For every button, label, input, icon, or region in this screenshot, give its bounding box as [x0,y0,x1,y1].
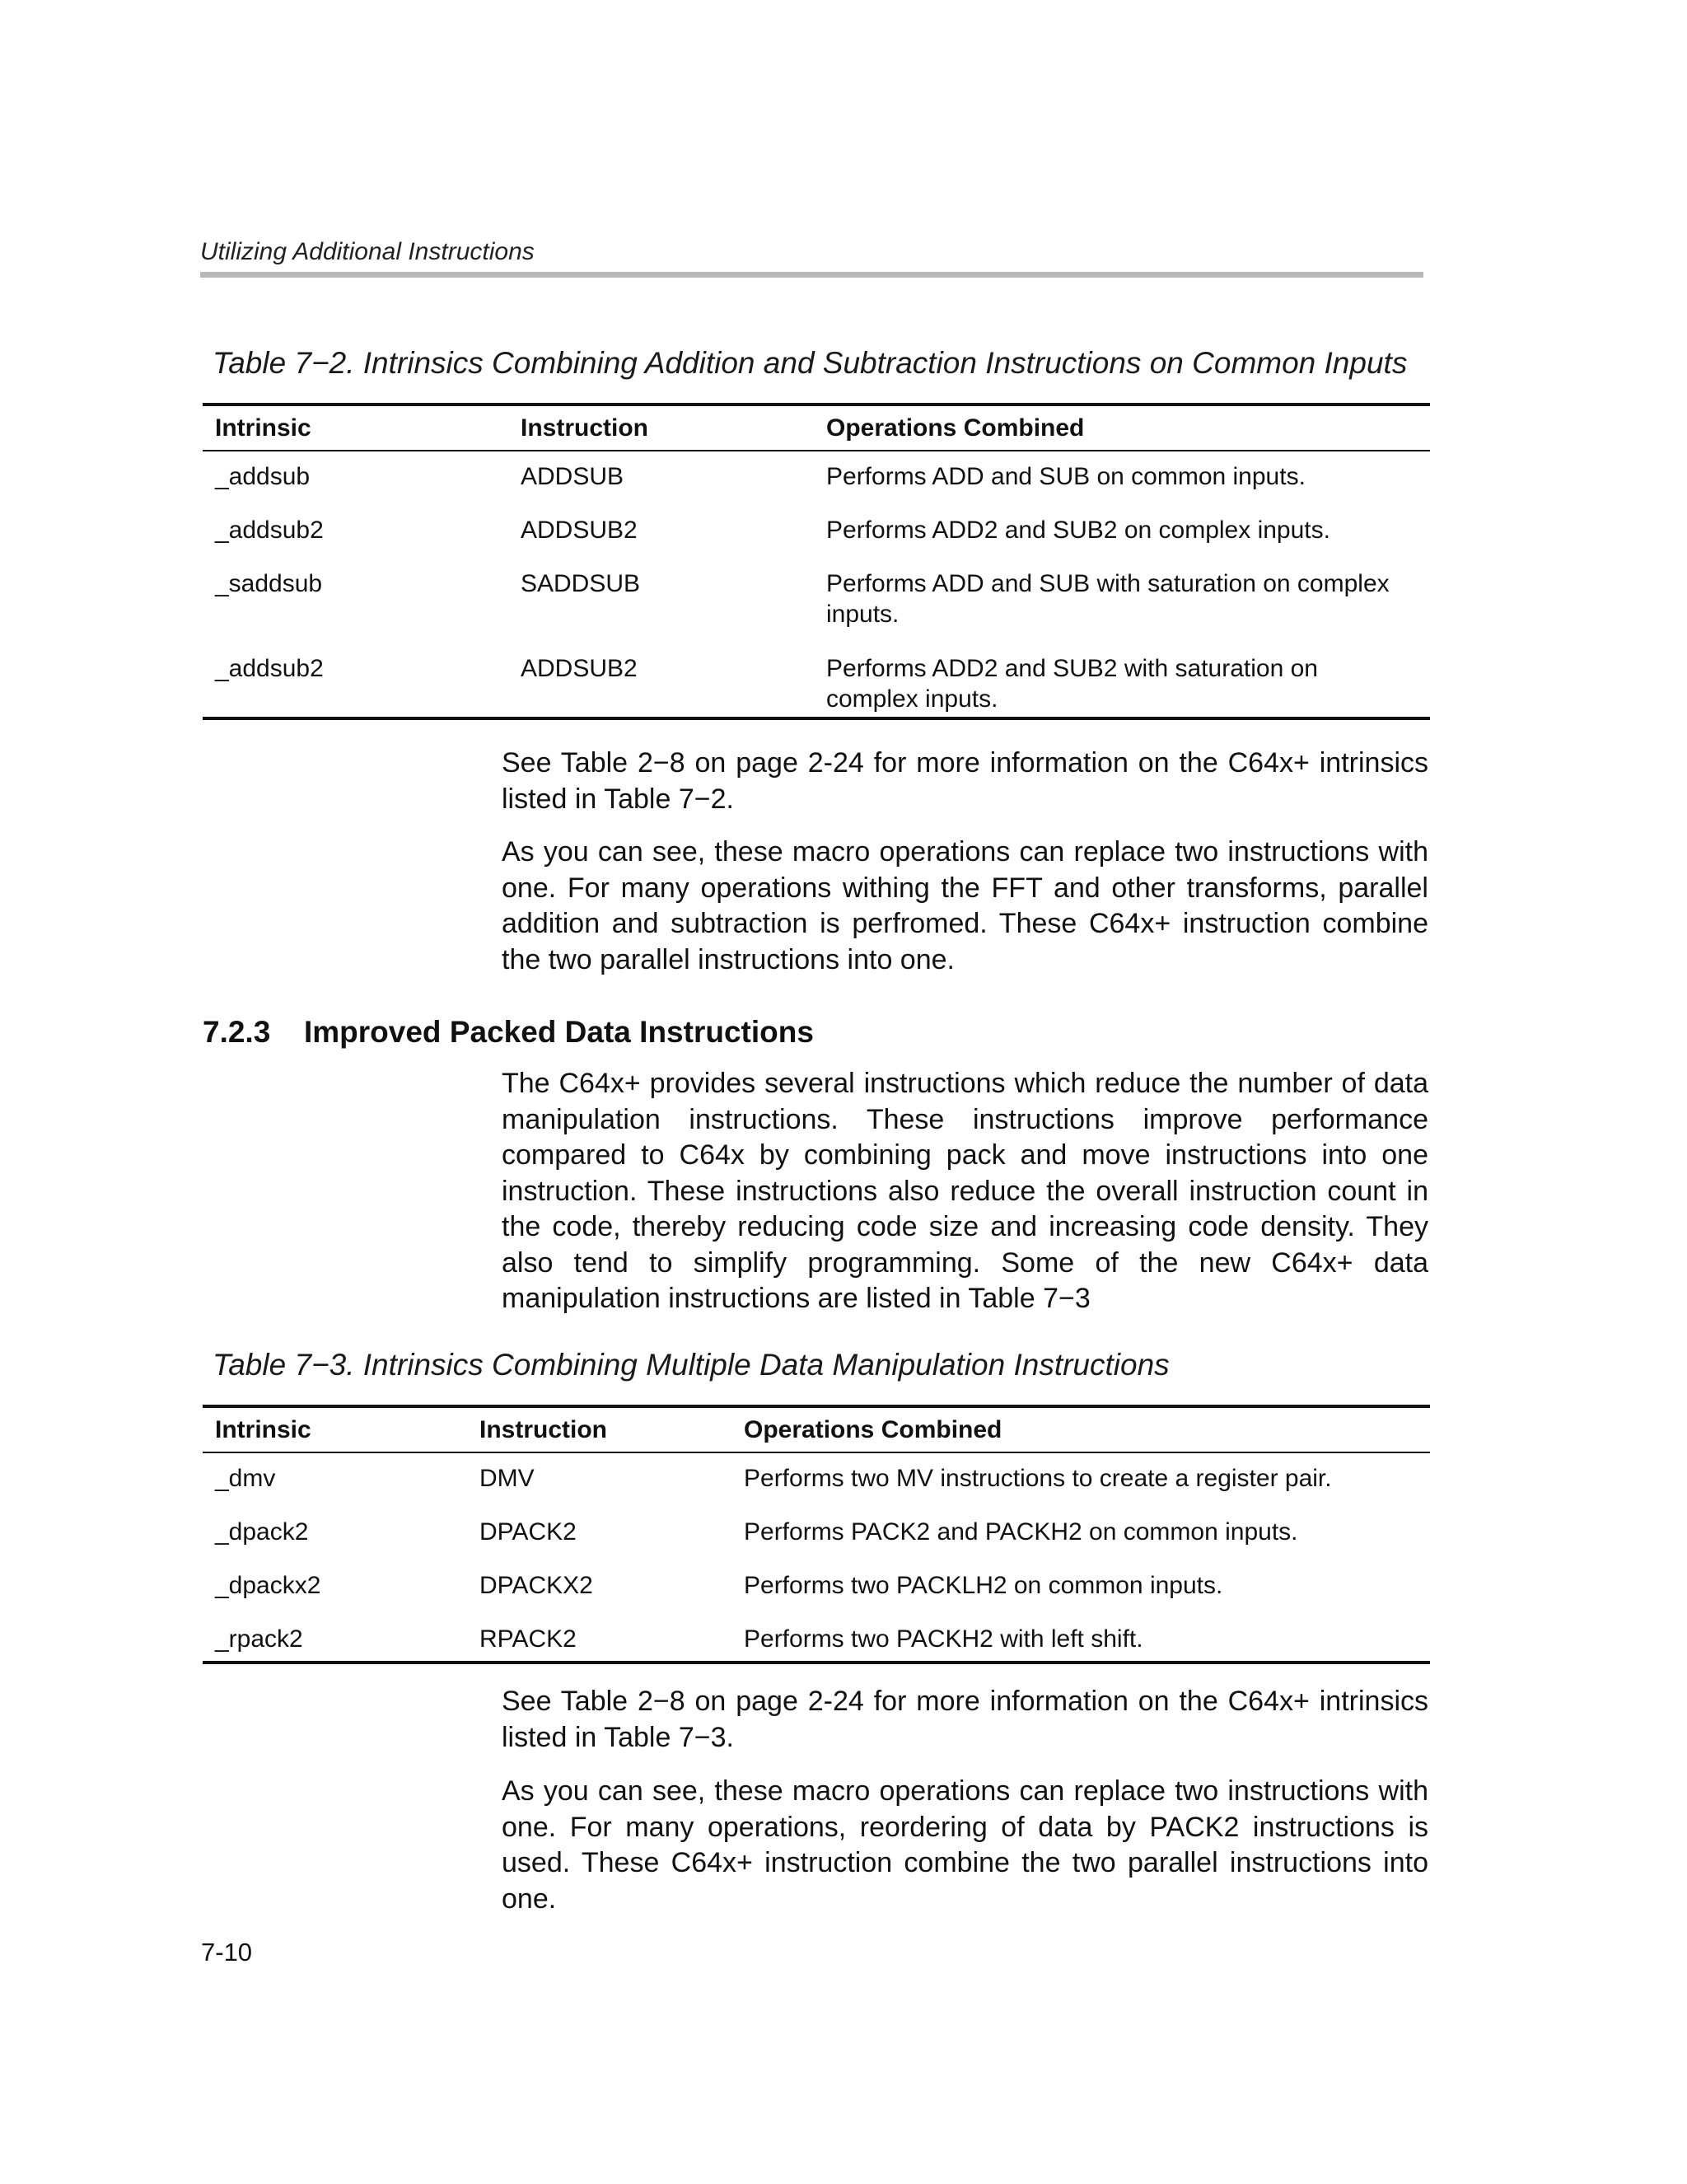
cell-operation: Performs ADD2 and SUB2 on complex inputs. [826,517,1330,544]
cell-operation: Performs two PACKLH2 on common inputs. [744,1572,1223,1599]
cell-operation: Performs two PACKH2 with left shift. [744,1625,1143,1653]
header-rule [200,272,1423,278]
cell-instruction: SADDSUB [521,570,641,597]
table-row [203,643,1430,717]
header-instruction: Instruction [479,1416,607,1443]
table-row [203,559,1430,643]
cell-operation: Performs ADD2 and SUB2 with saturation on complex inputs. [826,655,1318,713]
table-row [203,451,1430,505]
cell-intrinsic: _rpack2 [215,1625,303,1653]
table-row [203,1614,1430,1661]
cell-intrinsic: _dmv [215,1465,276,1492]
table-7-2-caption: Table 7−2. Intrinsics Combining Addition and Subtraction Instructions on Common Inputs [213,346,1408,380]
table-row [203,505,1430,559]
header-intrinsic: Intrinsic [215,414,311,442]
cell-instruction: ADDSUB2 [521,517,638,544]
page-number: 7-10 [201,1938,253,1967]
table-7-2 [203,403,1430,720]
macro-operations-paragraph: As you can see, these macro operations can replace two instructions with one. For many operations withing the FFT and other transforms, parallel addition and subtraction is perfromed. These C64x+ instruction combine the two parallel instructions into one. [502,836,1428,975]
packed-data-paragraph: The C64x+ provides several instructions which reduce the number of data manipulation instructions. These instructions improve performance compared to C64x by combining pack and move instructions into one instruction. These instructions also reduce the overall instruction count in the code, thereby reducing code size and increasing code density. They also tend to simplify programming. Some of the new C64x+ data manipulation instructions are listed in Table 7−3 [502,1068,1428,1314]
cell-intrinsic: _addsub2 [215,655,324,682]
cell-operation: Performs ADD and SUB on common inputs. [826,463,1306,490]
reordering-paragraph: As you can see, these macro operations can replace two instructions with one. For many operations, reordering of data by PACK2 instructions is used. These C64x+ instruction combine the two parallel instructions into one. [502,1775,1428,1915]
table-bottom-rule [203,717,1430,720]
cell-instruction: DMV [479,1465,535,1492]
header-intrinsic: Intrinsic [215,1416,311,1443]
cell-instruction: DPACK2 [479,1518,577,1546]
cell-operation: Performs two MV instructions to create a register pair. [744,1465,1332,1492]
table-row [203,1560,1430,1614]
section-title: Improved Packed Data Instructions [304,1015,814,1049]
table-row [203,1507,1430,1560]
header-operations: Operations Combined [826,414,1085,442]
section-number: 7.2.3 [203,1015,271,1049]
table-7-2-reference-paragraph: See Table 2−8 on page 2-24 for more information on the C64x+ intrinsics listed in Table 7−2. [502,747,1428,815]
section-heading [203,1015,814,1050]
cell-instruction: DPACKX2 [479,1572,593,1599]
cell-operation: Performs ADD and SUB with saturation on complex inputs. [826,570,1390,628]
table-7-3-reference-paragraph: See Table 2−8 on page 2-24 for more information on the C64x+ intrinsics listed in Table 7−3. [502,1686,1428,1753]
table-header-row [203,1408,1430,1452]
cell-intrinsic: _addsub2 [215,517,324,544]
table-bottom-rule [203,1661,1430,1664]
cell-intrinsic: _dpackx2 [215,1572,321,1599]
table-7-3 [203,1405,1430,1664]
cell-instruction: ADDSUB [521,463,624,490]
cell-instruction: ADDSUB2 [521,655,638,682]
cell-intrinsic: _saddsub [215,570,323,597]
cell-operation: Performs PACK2 and PACKH2 on common inputs. [744,1518,1298,1546]
header-operations: Operations Combined [744,1416,1002,1443]
cell-intrinsic: _addsub [215,463,311,490]
table-7-3-caption: Table 7−3. Intrinsics Combining Multiple Data Manipulation Instructions [213,1348,1170,1382]
table-row [203,1453,1430,1507]
running-header: Utilizing Additional Instructions [200,238,535,265]
header-instruction: Instruction [521,414,648,442]
cell-instruction: RPACK2 [479,1625,577,1653]
table-header-row [203,406,1430,450]
cell-intrinsic: _dpack2 [215,1518,309,1546]
